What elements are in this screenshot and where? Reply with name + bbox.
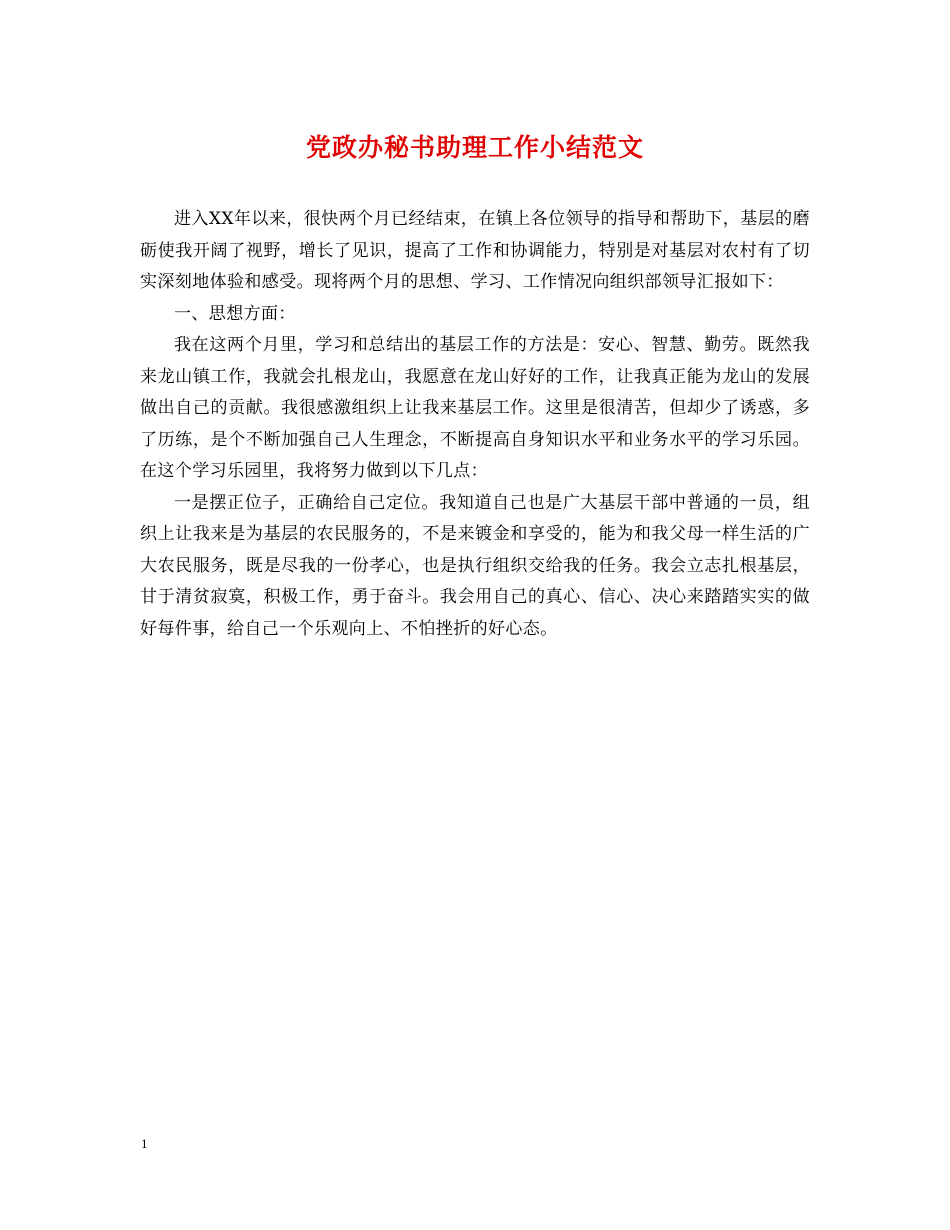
section-heading-thought: 一、思想方面： [174,303,296,324]
paragraph-intro: 进入XX年以来，很快两个月已经结束，在镇上各位领导的指导和帮助下，基层的磨砺使我开阔了视野，增长了见识，提高了工作和协调能力，特别是对基层对农村有了切实深刻地体验和感受。现将两个月的思想、学习、工作情况向组织部领导汇报如下： [140,209,810,292]
paragraph-positioning: 一是摆正位子，正确给自己定位。我知道自己也是广大基层干部中普通的一员，组织上让我来是为基层的农民服务的，不是来镀金和享受的，能为和我父母一样生活的广大农民服务，既是尽我的一份孝心，也是执行组织交给我的任务。我会立志扎根基层，甘于清贫寂寞，积极工作，勇于奋斗。我会用自己的真心、信心、决心来踏踏实实的做好每件事，给自己一个乐观向上、不怕挫折的好心态。 [140,492,810,639]
document-body [140,204,810,645]
paragraph-methods: 我在这两个月里，学习和总结出的基层工作的方法是：安心、智慧、勤劳。既然我来龙山镇工作，我就会扎根龙山，我愿意在龙山好好的工作，让我真正能为龙山的发展做出自己的贡献。我很感激组织上让我来基层工作。这里是很清苦，但却少了诱惑，多了历练，是个不断加强自己人生理念，不断提高自身知识水平和业务水平的学习乐园。在这个学习乐园里，我将努力做到以下几点： [140,335,810,481]
page-number: 1 [141,1136,148,1151]
document-title: 党政办秘书助理工作小结范文 [305,133,644,162]
